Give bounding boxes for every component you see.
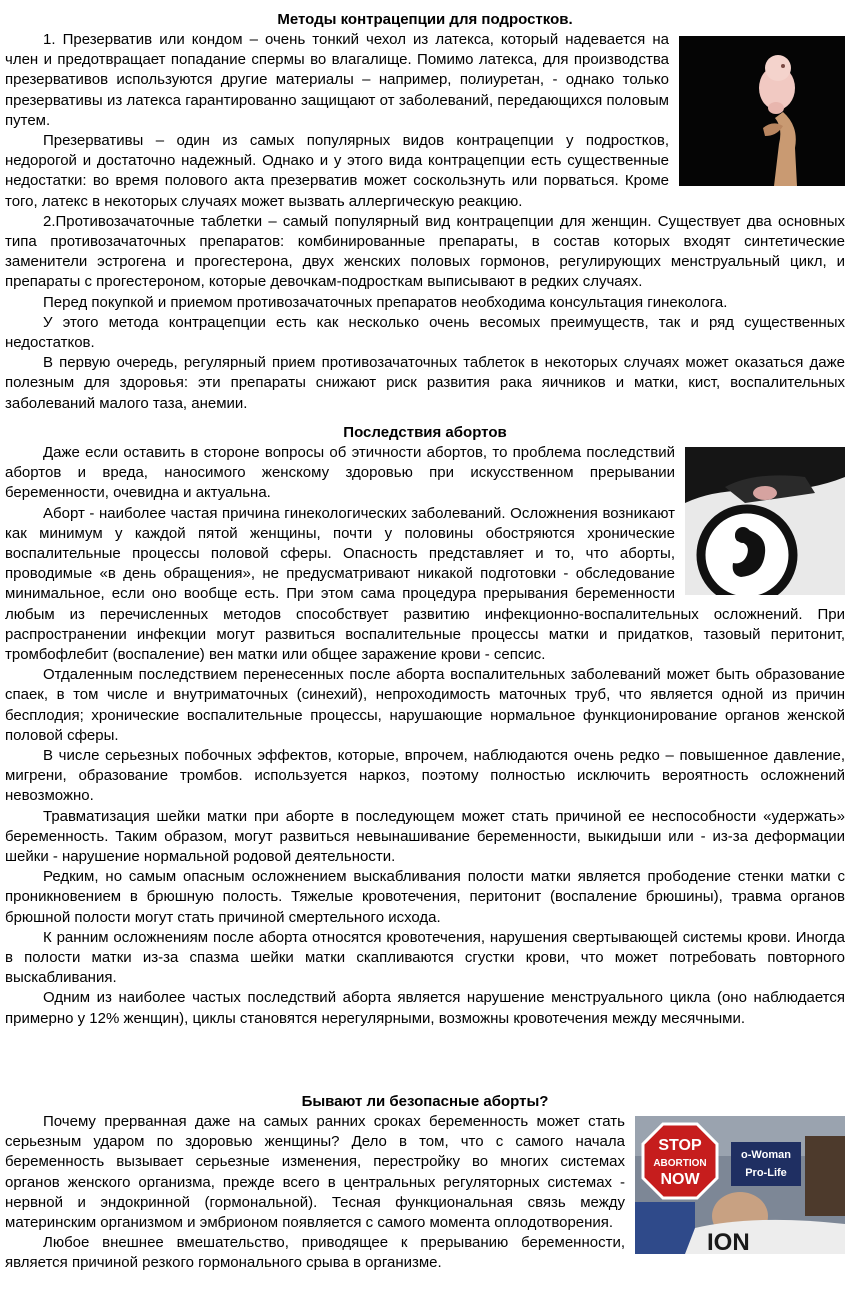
- section-contraception: [5, 10, 845, 414]
- section-title: Методы контрацепции для подростков.: [277, 11, 573, 28]
- embryo-model-in-hand-photo: [679, 36, 845, 186]
- paragraph: Отдаленным последствием перенесенных после аборта воспалительных заболеваний может быть образование спаек, в том числе и внутриматочных (синехий), непроходимость маточных труб, что является одной из причин бесплодия; хронические воспалительные процессы, нарушающие нормальное функционирование органов женской половой сферы.: [5, 666, 845, 744]
- embryo-sign-photo: [685, 447, 845, 595]
- paragraph: Даже если оставить в стороне вопросы об этичности абортов, то проблема последствий абортов и вреда, наносимого женскому здоровью при искусственном прерывании беременности, очевидна и актуальна.: [5, 444, 675, 502]
- paragraph: Травматизация шейки матки при аборте в последующем может стать причиной ее неспособности «удержать» беременность. Таким образом, могут развиться невынашивание беременности, выкидыши или - из-за деформации шейки - нарушение нормальной родовой деятельности.: [5, 807, 845, 866]
- protest-signs-photo: [635, 1116, 845, 1254]
- stop-sign-text-3: NOW: [660, 1171, 700, 1188]
- section-safe-abortions: [5, 1092, 845, 1274]
- paragraph: Почему прерванная даже на самых ранних сроках беременность может стать серьезным ударом по здоровью женщины? Дело в том, что с самого начала беременность вызывает серьезные изменения, перестройку во многих системах органов женского организма, прежде всего в центральных регуляторных системах - нервной и эндокринной (гормональной). Тесная функциональная связь между материнским организмом и эмбрионом появляется с самого момента оплодотворения.: [5, 1113, 625, 1232]
- paragraph: К ранним осложнениям после аборта относятся кровотечения, нарушения свертывающей системы крови. Иногда в полости матки из-за спазма шейки матки скапливаются сгустки крови, что может потребовать повторного выскабливания.: [5, 928, 845, 987]
- section-title: Бывают ли безопасные аборты?: [301, 1093, 549, 1110]
- paragraph: Любое внешнее вмешательство, приводящее к прерыванию беременности, является причиной резкого гормонального срыва в организме.: [5, 1234, 625, 1272]
- paragraph: Одним из наиболее частых последствий аборта является нарушение менструального цикла (оно наблюдается примерно у 12% женщин), циклы становятся нерегулярными, возможны кровотечения между месячными.: [5, 989, 845, 1027]
- paragraph: Редким, но самым опасным осложнением выскабливания полости матки является прободение стенки матки с проникновением в брюшную полость. Тяжелые кровотечения, перитонит (воспаление брюшины), травма органов брюшной полости могут стать причиной смертельного исхода.: [5, 868, 845, 926]
- paragraph: Аборт - наиболее частая причина гинекологических заболеваний. Осложнения возникают как минимум у каждой пятой женщины, почти у половины обостряются хронические воспалительные процессы половой сферы. Опасность представляет и то, что аборты, проводимые «в день обращения», не предусматривают никакой подготовки - обследование минимальное, если оно вообще есть. При этом сама процедура прерывания беременности любым из перечисленных методов способствует развитию инфекционно-воспалительных осложнений. При распространении инфекции могут развиться воспалительные процессы матки и придатков, тазовый перитонит, тромбофлебит (воспаление) вен матки или общее заражение крови - сепсис.: [5, 504, 845, 664]
- stop-sign-text: STOP: [658, 1137, 702, 1154]
- section-title: Последствия абортов: [343, 424, 507, 441]
- paragraph: У этого метода контрацепции есть как несколько очень весомых преимуществ, так и ряд существенных недостатков.: [5, 313, 845, 352]
- paragraph: 1. Презерватив или кондом – очень тонкий чехол из латекса, который надевается на член и предотвращает попадание спермы во влагалище. Помимо латекса, для производства презервативов используются другие материалы – например, полиуретан, - однако только презервативы из латекса гарантированно защищают от заболеваний, передающихся половым путем.: [5, 31, 669, 129]
- paragraph: Презервативы – один из самых популярных видов контрацепции у подростков, недорогой и достаточно надежный. Однако и у этого вида контрацепции есть существенные недостатки: во время полового акта презерватив может соскользнуть или порваться. Кроме того, латекс в некоторых случаях может вызвать аллергическую реакцию.: [5, 132, 669, 210]
- stop-sign-text-2: ABORTION: [653, 1158, 707, 1169]
- banner-text: o-Woman: [741, 1149, 791, 1161]
- section-abortion-consequences: [5, 423, 845, 1029]
- banner-text: ION: [707, 1229, 750, 1254]
- paragraph: Перед покупкой и приемом противозачаточных препаратов необходима консультация гинеколога.: [43, 293, 728, 311]
- paragraph: В числе серьезных побочных эффектов, которые, впрочем, наблюдаются очень редко – повышенное давление, мигрени, образование тромбов. используется наркоз, поэтому полностью исключить вероятность осложнений невозможно.: [5, 747, 845, 805]
- paragraph: 2.Противозачаточные таблетки – самый популярный вид контрацепции для женщин. Существует два основных типа противозачаточных препаратов: комбинированные препараты, в состав которых входят синтетические заменители эстрогена и прогестерона, двух женских половых гормонов, регулирующих менструальный цикл, и препараты с прогестероном, которые девочкам-подросткам выписывают в редких случаях.: [5, 212, 845, 291]
- banner-text: Pro-Life: [745, 1167, 787, 1179]
- paragraph: В первую очередь, регулярный прием противозачаточных таблеток в некоторых случаях может оказаться даже полезным для здоровья: эти препараты снижают риск развития рака яичников и матки, кист, воспалительных заболеваний малого таза, анемии.: [5, 354, 845, 412]
